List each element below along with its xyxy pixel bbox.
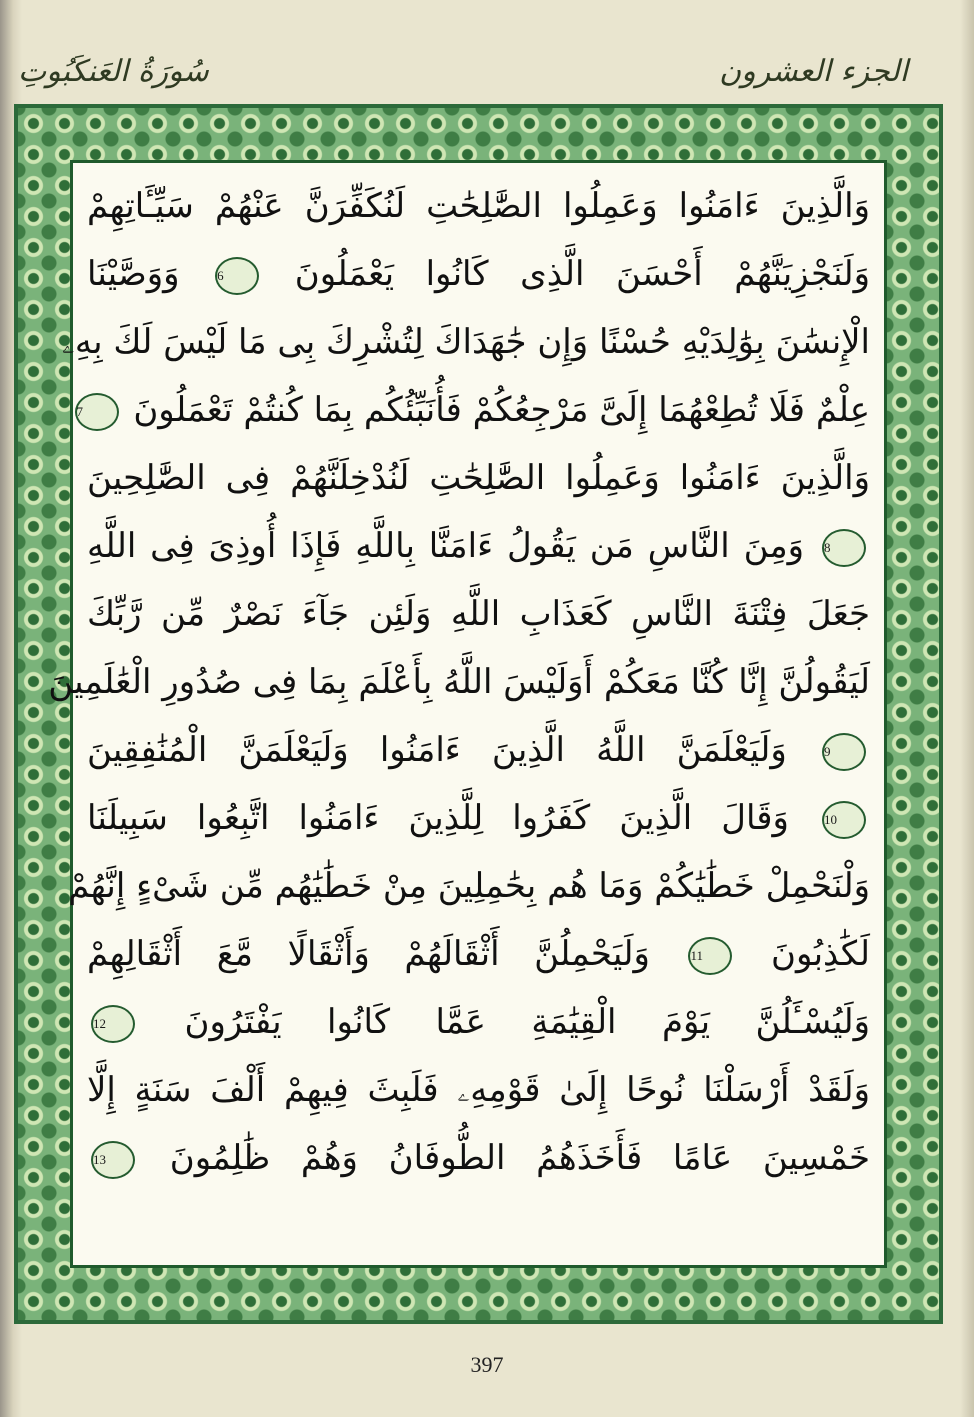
verse-line xyxy=(76,377,876,443)
verse-line xyxy=(81,921,876,987)
ayah-number-marker: 13 xyxy=(91,1141,135,1179)
verse-text: وَالَّذِينَ ءَامَنُوا وَعَمِلُوا الصَّٰلِحَٰتِ لَنُكَفِّرَنَّ عَنْهُمْ سَيِّـَٔاتِهِمْ xyxy=(87,186,870,226)
verse-text: لَكَٰذِبُونَ xyxy=(771,934,871,974)
verse-text: وَلَنَجْزِيَنَّهُمْ أَحْسَنَ الَّذِى كَانُوا يَعْمَلُونَ xyxy=(294,254,870,294)
ayah-number-marker: 9 xyxy=(822,733,866,771)
juz-name: الجزء العشرون xyxy=(719,54,908,89)
page-number: 397 xyxy=(470,1352,504,1377)
verse-text: لَيَقُولُنَّ إِنَّا كُنَّا مَعَكُمْ أَوَلَيْسَ اللَّهُ بِأَعْلَمَ بِمَا فِى صُدُورِ الْعَٰلَمِينَ xyxy=(48,662,870,702)
verse-text: الْإِنسَٰنَ بِوَٰلِدَيْهِ حُسْنًا وَإِن جَٰهَدَاكَ لِتُشْرِكَ بِى مَا لَيْسَ لَكَ بِهِۦ xyxy=(61,322,870,362)
verse-text: وَلَيَحْمِلُنَّ أَثْقَالَهُمْ وَأَثْقَالًا مَّعَ أَثْقَالِهِمْ xyxy=(87,934,650,974)
verse-text: جَعَلَ فِتْنَةَ النَّاسِ كَعَذَابِ اللَّهِ وَلَئِن جَآءَ نَصْرٌ مِّن رَّبِّكَ xyxy=(87,594,870,634)
verse-text: وَالَّذِينَ ءَامَنُوا وَعَمِلُوا الصَّٰلِحَٰتِ لَنُدْخِلَنَّهُمْ فِى الصَّٰلِحِينَ xyxy=(87,458,870,498)
verse-line xyxy=(81,241,876,307)
verse-line xyxy=(81,513,876,579)
ornamental-frame xyxy=(14,104,943,1324)
verse-line xyxy=(81,445,876,511)
verse-text: خَمْسِينَ عَامًا فَأَخَذَهُمُ الطُّوفَانُ وَهُمْ ظَٰلِمُونَ xyxy=(169,1138,870,1178)
quran-text-area xyxy=(48,163,876,1265)
verse-line xyxy=(61,309,876,375)
verse-text: وَلْنَحْمِلْ خَطَٰيَٰكُمْ وَمَا هُم بِحَٰمِلِينَ مِنْ خَطَٰيَٰهُم مِّن شَىْءٍ إِنَّهُمْ xyxy=(68,866,870,906)
ayah-number-marker: 11 xyxy=(688,937,732,975)
verse-text: عِلْمٌ فَلَا تُطِعْهُمَا إِلَىَّ مَرْجِعُكُمْ فَأُنَبِّئُكُم بِمَا كُنتُمْ تَعْمَلُونَ xyxy=(133,390,870,430)
verse-line xyxy=(81,1125,876,1191)
verse-text: وَمِنَ النَّاسِ مَن يَقُولُ ءَامَنَّا بِاللَّهِ فَإِذَا أُوذِىَ فِى اللَّهِ xyxy=(87,526,805,566)
ayah-number-marker: 8 xyxy=(822,529,866,567)
ayah-number-marker: 12 xyxy=(91,1005,135,1043)
page-header xyxy=(0,44,974,100)
verse-text: وَلَيَعْلَمَنَّ اللَّهُ الَّذِينَ ءَامَنُوا وَلَيَعْلَمَنَّ الْمُنَٰفِقِينَ xyxy=(87,730,787,770)
surah-name: سُورَةُ العَنكَبُوتِ xyxy=(18,54,209,89)
verse-line xyxy=(81,581,876,647)
page-edge-shadow xyxy=(960,0,974,1417)
verse-line xyxy=(81,173,876,239)
verse-line xyxy=(48,649,876,715)
ayah-number-marker: 6 xyxy=(215,257,259,295)
verse-line xyxy=(68,853,876,919)
ayah-number-marker: 10 xyxy=(822,801,866,839)
verse-line xyxy=(81,989,876,1055)
text-panel xyxy=(48,160,887,1268)
verse-text: وَوَصَّيْنَا xyxy=(87,254,180,294)
ayah-number-marker: 7 xyxy=(75,393,119,431)
verse-line xyxy=(81,1057,876,1123)
verse-text: وَقَالَ الَّذِينَ كَفَرُوا لِلَّذِينَ ءَامَنُوا اتَّبِعُوا سَبِيلَنَا xyxy=(87,798,789,838)
verse-text: وَلَيُسْـَٔلُنَّ يَوْمَ الْقِيَٰمَةِ عَمَّا كَانُوا يَفْتَرُونَ xyxy=(184,1002,871,1042)
verse-text: وَلَقَدْ أَرْسَلْنَا نُوحًا إِلَىٰ قَوْمِهِۦ فَلَبِثَ فِيهِمْ أَلْفَ سَنَةٍ إِلَّا xyxy=(87,1070,870,1110)
verse-line xyxy=(81,785,876,851)
verse-line xyxy=(81,717,876,783)
